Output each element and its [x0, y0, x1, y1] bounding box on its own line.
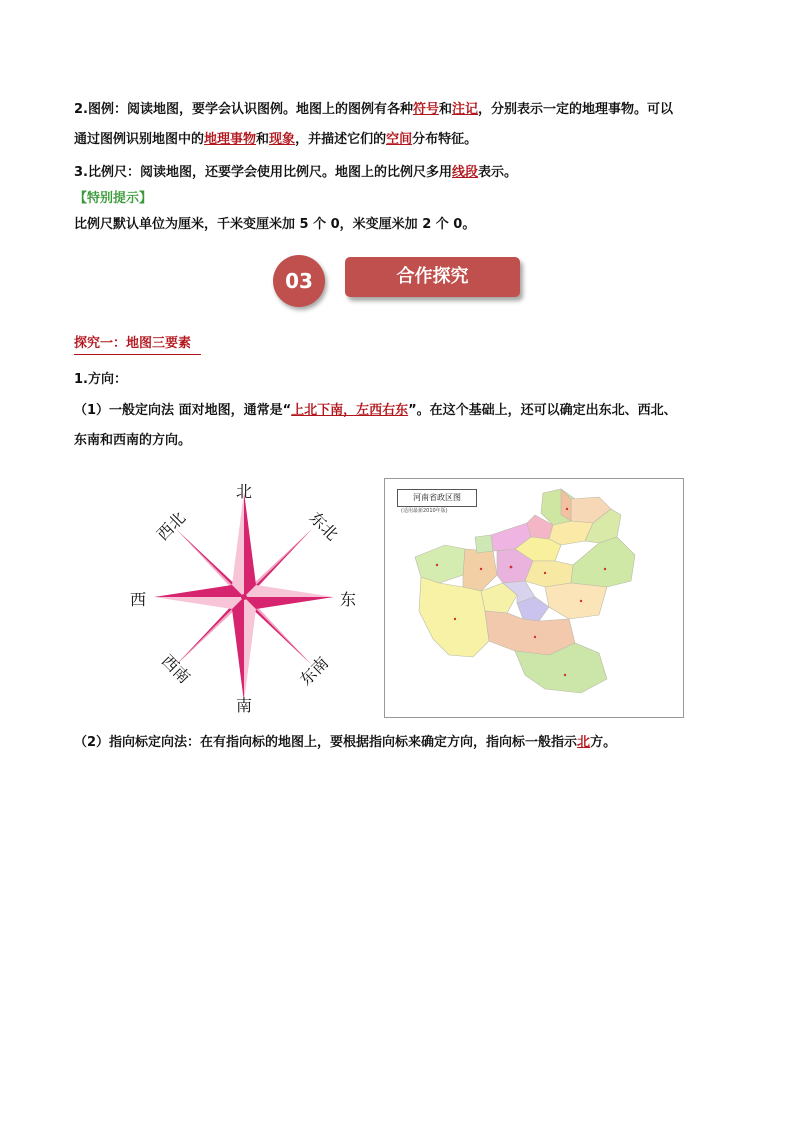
compass-point-w [154, 585, 244, 597]
compass-point-n [244, 492, 256, 597]
compass-point-e [244, 597, 334, 609]
text: ”。在这个基础上，还可以确定出东北、西北、 [408, 403, 677, 418]
label-southeast: 东南 [296, 653, 333, 690]
text: 3.比例尺：阅读地图，还要学会使用比例尺。地图上的比例尺多用 [74, 165, 452, 180]
section-title: 探究一：地图三要素 [74, 334, 201, 355]
text: （2）指向标定向法：在有指向标的地图上，要根据指向标来确定方向，指向标一般指示 [74, 735, 578, 750]
keyword-annotation: 注记 [452, 102, 479, 117]
text: 和 [256, 132, 270, 147]
keyword-symbol: 符号 [412, 102, 439, 117]
direction-method-1-cont: 东南和西南的方向。 [74, 433, 192, 448]
keyword-geo-things: 地理事物 [204, 132, 257, 147]
text: 方。 [590, 735, 617, 750]
keyword-phenomena: 现象 [269, 132, 296, 147]
legend-line-2 [74, 127, 734, 153]
keyword-space: 空间 [386, 132, 413, 147]
label-southwest: 西南 [157, 651, 194, 688]
keyword-north: 北 [577, 735, 591, 750]
legend-paragraph [74, 97, 734, 153]
label-south: 南 [235, 696, 253, 715]
compass-rose [120, 475, 370, 715]
direction-method-2 [74, 730, 734, 756]
map-subtitle: (适用最新2010年版) [401, 508, 448, 514]
label-northwest: 西北 [153, 508, 190, 545]
text: ，并描述它们的 [295, 132, 387, 147]
section-banner [273, 255, 533, 305]
banner-number: 03 [273, 255, 325, 307]
tip-text: 比例尺默认单位为厘米，千米变厘米加 5 个 0，米变厘米加 2 个 0。 [74, 217, 476, 232]
scale-paragraph [74, 160, 734, 186]
text: 表示。 [478, 165, 518, 180]
tip-label: 【特别提示】 [74, 191, 153, 206]
keyword-orientation-rule: 上北下南，左西右东 [291, 403, 409, 418]
label-north: 北 [235, 482, 253, 501]
province-regions [385, 479, 683, 717]
text: 通过图例识别地图中的 [74, 132, 205, 147]
text: 分布特征。 [412, 132, 478, 147]
text: （1）一般定向法 面对地图，通常是“ [74, 403, 292, 418]
direction-heading: 1.方向： [74, 372, 127, 387]
keyword-line-segment: 线段 [451, 165, 478, 180]
map-title: 河南省政区图 [397, 489, 477, 507]
text: ，分别表示一定的地理事物。可以 [478, 102, 674, 117]
text: 2.图例：阅读地图，要学会认识图例。地图上的图例有各种 [74, 102, 413, 117]
banner-title: 合作探究 [345, 257, 520, 297]
label-west: 西 [129, 590, 147, 609]
legend-line-1 [74, 97, 734, 123]
compass-point-s [232, 597, 244, 702]
text: 和 [439, 102, 453, 117]
direction-method-1 [74, 398, 734, 424]
label-northeast: 东北 [305, 508, 342, 545]
label-east: 东 [339, 590, 357, 609]
henan-map [384, 478, 684, 718]
